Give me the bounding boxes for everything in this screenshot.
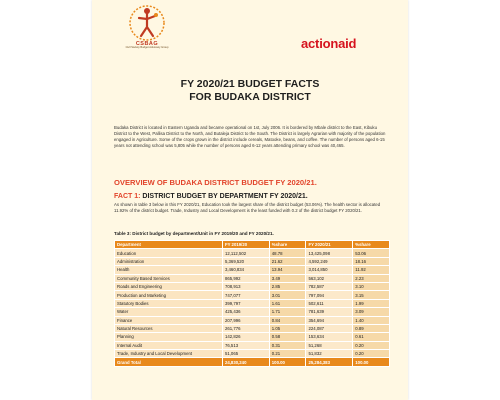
table-row — [115, 350, 390, 358]
table-row — [115, 274, 390, 282]
department-cell: Community Based Services — [115, 274, 223, 282]
page-title — [92, 78, 408, 104]
department-cell: Trade, Industry and Local Development — [115, 350, 223, 358]
department-cell: Administration — [115, 257, 223, 265]
value-cell: 48.78 — [269, 249, 306, 257]
total-fy-2019-20: 24,830,240 — [222, 358, 269, 366]
table-row — [115, 266, 390, 274]
header-department: Department — [115, 241, 223, 249]
table-row — [115, 299, 390, 307]
section-heading: OVERVIEW OF BUDAKA DISTRICT BUDGET FY 2020/21. — [114, 178, 317, 187]
value-cell: 354,694 — [306, 316, 353, 324]
header-fy-2020-21: FY 2020/21 — [306, 241, 353, 249]
value-cell: 5,369,520 — [222, 257, 269, 265]
table-row — [115, 333, 390, 341]
table-row — [115, 316, 390, 324]
value-cell: 2.23 — [353, 274, 390, 282]
value-cell: 1.61 — [269, 299, 306, 307]
value-cell: 2.85 — [269, 282, 306, 290]
department-cell: Internal Audit — [115, 341, 223, 349]
value-cell: 502,611 — [306, 299, 353, 307]
value-cell: 12,112,502 — [222, 249, 269, 257]
value-cell: 153,634 — [306, 333, 353, 341]
department-cell: Finance — [115, 316, 223, 324]
value-cell: 3.09 — [353, 308, 390, 316]
fact-heading — [114, 193, 394, 200]
value-cell: 0.61 — [353, 333, 390, 341]
value-cell: 0.58 — [269, 333, 306, 341]
fact-paragraph: As shown in table 3 below in this FY 2020/21, Education took the largest share of the district budget (53.06%). The health sector is allocated 11.92% of the district budget. Trade, Industry and Local Development is the least funded with 0.2 of the district budget FY 2020/21. — [114, 202, 381, 213]
header-share-2020-21: %share — [353, 241, 390, 249]
department-cell: Roads and Engineering — [115, 282, 223, 290]
table-header-row — [115, 241, 390, 249]
total-fy-2020-21: 25,284,383 — [306, 358, 353, 366]
department-cell: Health — [115, 266, 223, 274]
header-fy-2019-20: FY 2019/20 — [222, 241, 269, 249]
value-cell: 53.06 — [353, 249, 390, 257]
csbag-name: CSBAG — [135, 41, 159, 47]
table-row — [115, 291, 390, 299]
value-cell: 51,832 — [306, 350, 353, 358]
intro-paragraph: Budaka District is located in Eastern Uganda and became operational on 1st, July 2006. It is bordered by Mbale district to the East, Kibuku District to the West, Pallisa District to the North, and Butaleja District to the South. The District is largely Agrarian with majority of the population engaged in Agriculture. Some of the crops grown in the district include cereals, Matooke, beans, and coffee. The number of persons aged 6-15 years not attending school was 5,805 while the number of persons aged 6-12 years attending primary school was 40,465. — [114, 125, 386, 148]
csbag-logo — [122, 3, 172, 65]
value-cell: 18.16 — [353, 257, 390, 265]
total-share-2020-21: 100.00 — [353, 358, 390, 366]
budget-table — [114, 240, 390, 367]
budget-facts-page — [92, 0, 408, 400]
value-cell: 747,077 — [222, 291, 269, 299]
value-cell: 13.94 — [269, 266, 306, 274]
value-cell: 3.49 — [269, 274, 306, 282]
value-cell: 3,014,850 — [306, 266, 353, 274]
value-cell: 76,513 — [222, 341, 269, 349]
value-cell: 399,797 — [222, 299, 269, 307]
department-cell: Planning — [115, 333, 223, 341]
department-cell: Education — [115, 249, 223, 257]
table-row — [115, 324, 390, 332]
value-cell: 207,996 — [222, 316, 269, 324]
value-cell: 51,268 — [306, 341, 353, 349]
value-cell: 1.99 — [353, 299, 390, 307]
value-cell: 21.62 — [269, 257, 306, 265]
value-cell: 865,992 — [222, 274, 269, 282]
table-row — [115, 257, 390, 265]
table-caption: Table 3: District budget by department/Unit in FY 2019/20 and FY 2020/21. — [114, 231, 274, 236]
csbag-tagline: Civil Society Budget Advocacy Group — [125, 46, 169, 49]
table-row — [115, 341, 390, 349]
header-share-2019-20: %share — [269, 241, 306, 249]
table-row — [115, 249, 390, 257]
value-cell: 3.01 — [269, 291, 306, 299]
table-total-row — [115, 358, 390, 366]
value-cell: 11.92 — [353, 266, 390, 274]
value-cell: 425,436 — [222, 308, 269, 316]
fact-number: FACT 1: — [114, 193, 141, 200]
value-cell: 781,639 — [306, 308, 353, 316]
department-cell: Natural Resources — [115, 324, 223, 332]
title-line-2: FOR BUDAKA DISTRICT — [189, 91, 311, 103]
value-cell: 3,460,834 — [222, 266, 269, 274]
table-row — [115, 282, 390, 290]
value-cell: 142,826 — [222, 333, 269, 341]
table-row — [115, 308, 390, 316]
value-cell: 708,913 — [222, 282, 269, 290]
title-line-1: FY 2020/21 BUDGET FACTS — [180, 78, 320, 90]
department-cell: Statutory Bodies — [115, 299, 223, 307]
value-cell: 1.40 — [353, 316, 390, 324]
value-cell: 797,094 — [306, 291, 353, 299]
value-cell: 3.15 — [353, 291, 390, 299]
csbag-emblem-icon — [125, 3, 169, 43]
value-cell: 0.21 — [269, 350, 306, 358]
fact-title: DISTRICT BUDGET BY DEPARTMENT FY 2020/21. — [142, 193, 308, 200]
actionaid-logo: actionaid — [301, 36, 357, 51]
value-cell: 261,776 — [222, 324, 269, 332]
department-cell: Water — [115, 308, 223, 316]
department-cell: Production and Marketing — [115, 291, 223, 299]
value-cell: 0.84 — [269, 316, 306, 324]
value-cell: 4,592,249 — [306, 257, 353, 265]
total-label: Grand Total — [115, 358, 223, 366]
value-cell: 1.71 — [269, 308, 306, 316]
value-cell: 3.10 — [353, 282, 390, 290]
value-cell: 13,425,098 — [306, 249, 353, 257]
value-cell: 782,587 — [306, 282, 353, 290]
value-cell: 563,102 — [306, 274, 353, 282]
value-cell: 0.20 — [353, 350, 390, 358]
value-cell: 224,087 — [306, 324, 353, 332]
value-cell: 0.20 — [353, 341, 390, 349]
value-cell: 1.05 — [269, 324, 306, 332]
value-cell: 0.89 — [353, 324, 390, 332]
value-cell: 0.31 — [269, 341, 306, 349]
total-share-2019-20: 100.00 — [269, 358, 306, 366]
value-cell: 51,065 — [222, 350, 269, 358]
